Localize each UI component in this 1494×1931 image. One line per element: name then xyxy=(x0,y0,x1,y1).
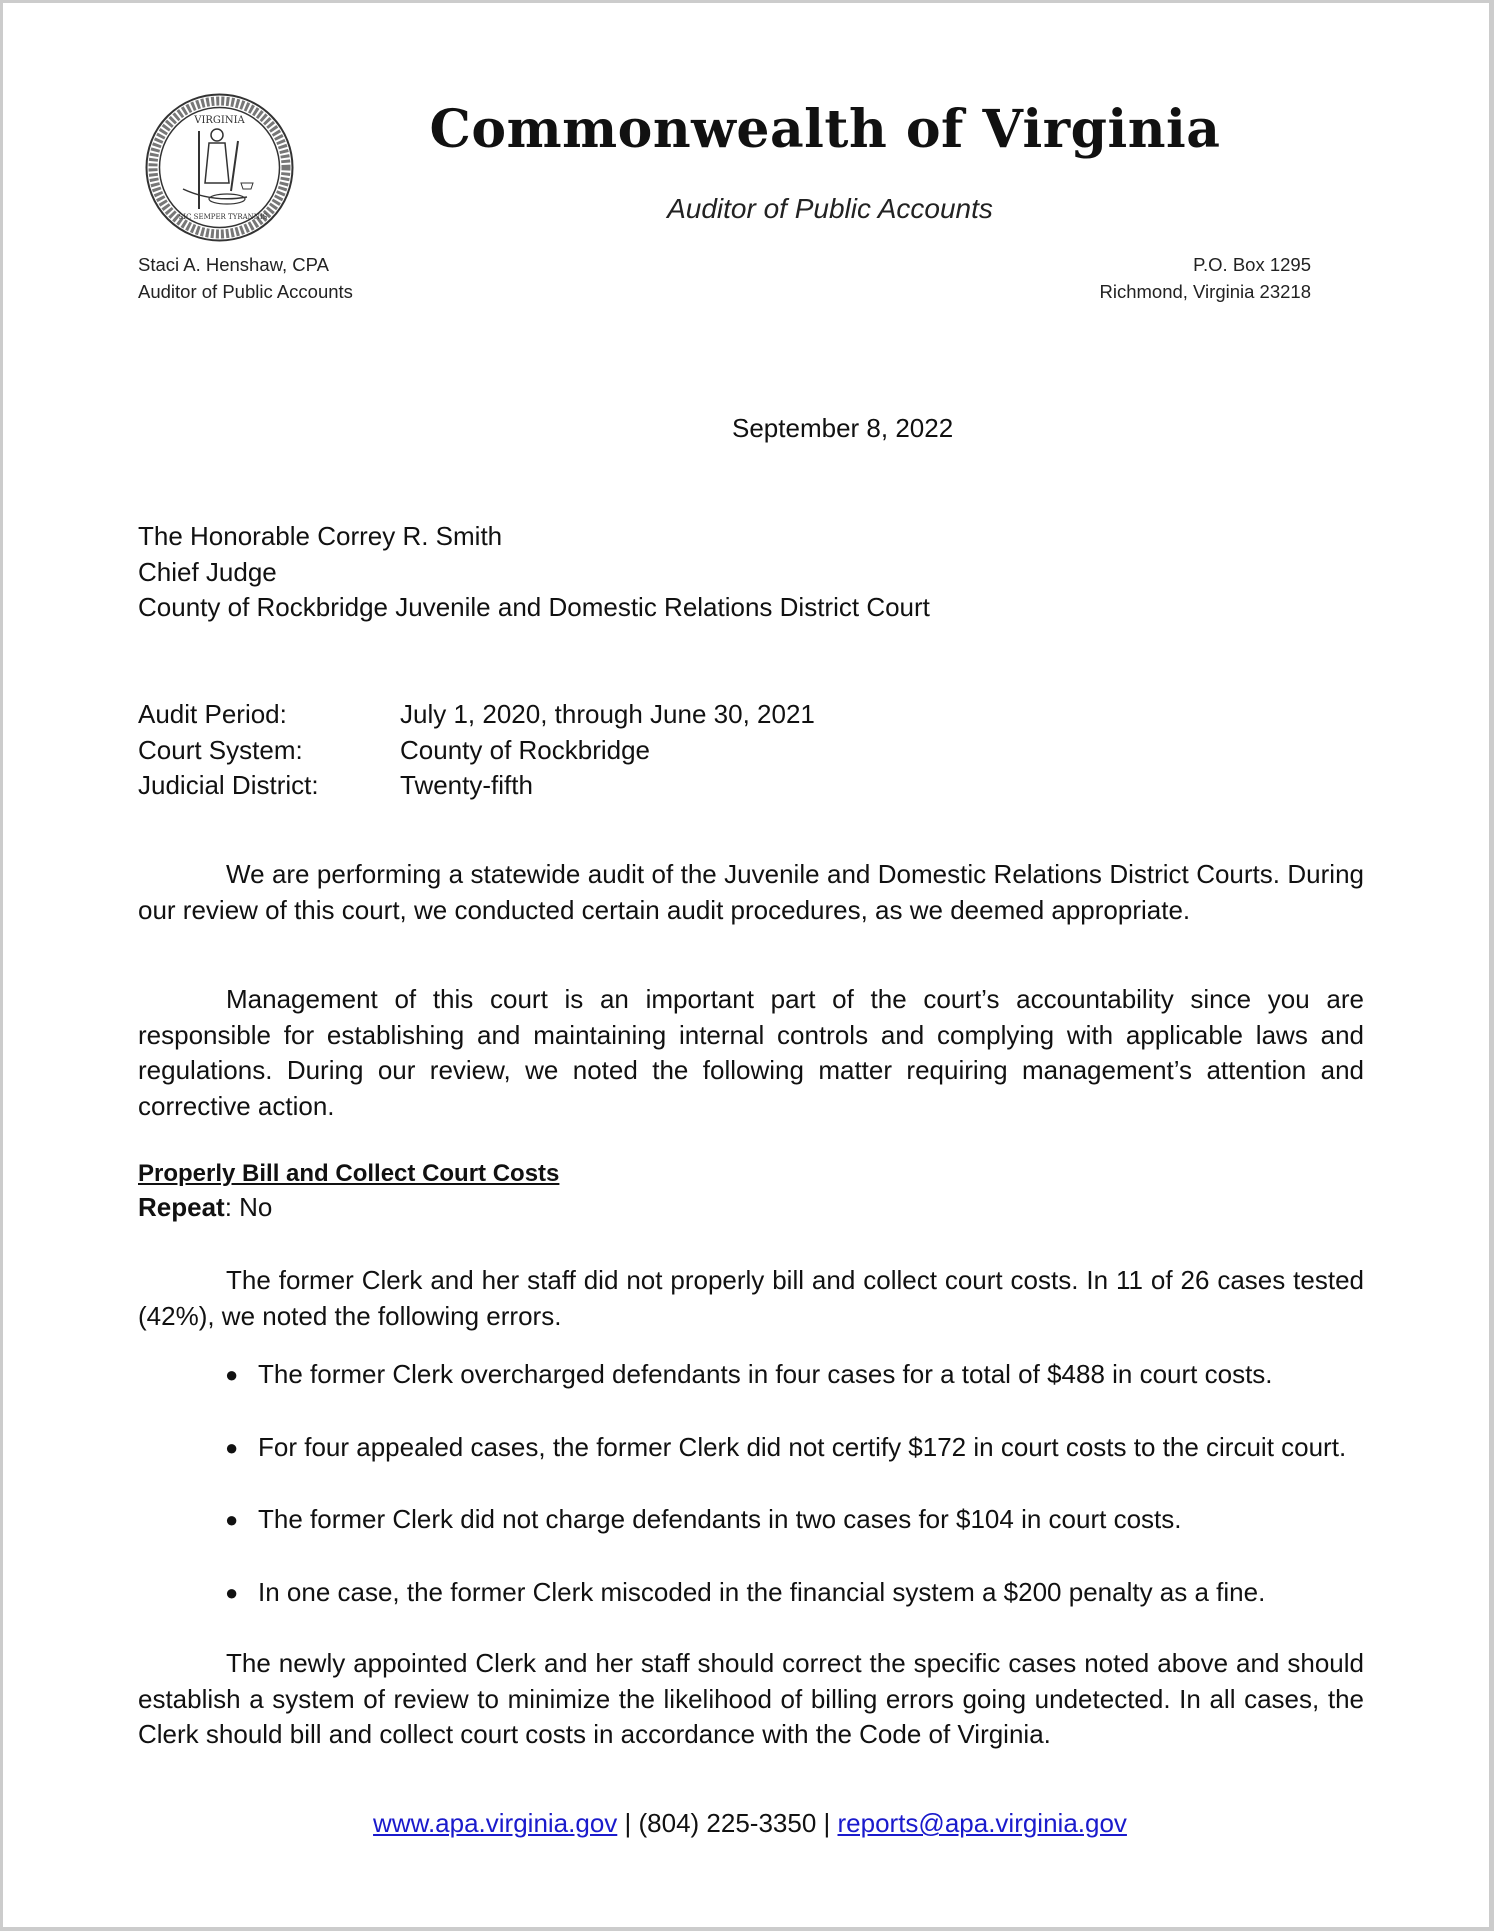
bullet-icon: ● xyxy=(225,1579,239,1605)
repeat-status xyxy=(138,1192,272,1223)
list-item xyxy=(225,1575,1346,1648)
error-list xyxy=(225,1357,1346,1647)
phone-number: (804) 225-3350 xyxy=(638,1808,817,1838)
address-line-1: P.O. Box 1295 xyxy=(1193,254,1311,275)
finding-summary: The former Clerk and her staff did not properly bill and collect court costs. In 11 of 26 cases tested (42%), we noted the following errors. xyxy=(138,1265,1364,1331)
sender-block xyxy=(138,251,353,305)
svg-text:VIRGINIA: VIRGINIA xyxy=(194,115,245,126)
sender-name: Staci A. Henshaw, CPA xyxy=(138,254,329,275)
list-item-text: For four appealed cases, the former Clerk did not certify $172 in court costs to the circuit court. xyxy=(258,1431,1347,1462)
finding-heading: Properly Bill and Collect Court Costs xyxy=(138,1160,560,1187)
bullet-icon: ● xyxy=(225,1507,239,1533)
footer-contact xyxy=(3,1808,1494,1839)
audit-info-row xyxy=(138,768,815,804)
sender-position: Auditor of Public Accounts xyxy=(138,281,353,302)
letter-page xyxy=(3,3,1489,1927)
audit-info-value: Twenty-fifth xyxy=(400,770,533,801)
audit-info-row xyxy=(138,697,815,733)
list-item xyxy=(225,1502,1346,1575)
repeat-value: : No xyxy=(224,1192,273,1222)
footer-separator: | xyxy=(617,1808,639,1838)
letterhead-title: Commonwealth of Virginia xyxy=(429,99,1221,160)
audit-info-value: County of Rockbridge xyxy=(400,734,651,765)
mailing-address xyxy=(1099,251,1311,305)
letterhead-subtitle: Auditor of Public Accounts xyxy=(667,193,993,224)
list-item-text: In one case, the former Clerk miscoded in the financial system a $200 penalty as a fine. xyxy=(258,1576,1266,1607)
list-item-text: The former Clerk overcharged defendants in four cases for a total of $488 in court costs. xyxy=(258,1359,1273,1389)
audit-info-label: Judicial District: xyxy=(138,770,319,801)
website-link[interactable]: www.apa.virginia.gov xyxy=(373,1808,618,1838)
audit-info-value: July 1, 2020, through June 30, 2021 xyxy=(400,699,815,729)
management-paragraph: Management of this court is an important part of the court’s accountability since you are responsible for establishing and maintaining internal controls and complying with applicable laws and regulations. During our review, we noted the following matter requiring management’s attention and corrective action. xyxy=(138,984,1364,1121)
footer-separator: | xyxy=(816,1808,838,1838)
bullet-icon: ● xyxy=(225,1362,239,1387)
list-item xyxy=(225,1430,1346,1503)
recipient-title: Chief Judge xyxy=(138,556,277,587)
recipient-court: County of Rockbridge Juvenile and Domestic Relations District Court xyxy=(138,592,930,623)
bullet-icon: ● xyxy=(225,1434,239,1460)
recipient-block xyxy=(138,519,930,626)
audit-info-row xyxy=(138,733,815,769)
email-link[interactable]: reports@apa.virginia.gov xyxy=(837,1808,1127,1838)
recipient-name: The Honorable Correy R. Smith xyxy=(138,521,503,551)
audit-info-label: Court System: xyxy=(138,734,303,765)
list-item-text: The former Clerk did not charge defendants in two cases for $104 in court costs. xyxy=(258,1504,1182,1535)
intro-paragraph: We are performing a statewide audit of the Juvenile and Domestic Relations District Courts. During our review of this court, we conducted certain audit procedures, as we deemed appropriate. xyxy=(138,859,1364,925)
audit-info-label: Audit Period: xyxy=(138,699,287,729)
address-line-2: Richmond, Virginia 23218 xyxy=(1099,281,1311,302)
letter-date: September 8, 2022 xyxy=(732,413,954,443)
svg-text:SIC SEMPER TYRANNIS: SIC SEMPER TYRANNIS xyxy=(178,213,268,221)
recommendation-paragraph: The newly appointed Clerk and her staff should correct the specific cases noted above and should establish a system of review to minimize the likelihood of billing errors going undetected. In all cases, the Clerk should bill and collect court costs in accordance with the Code of Virginia. xyxy=(138,1648,1364,1750)
audit-info-table xyxy=(138,697,815,804)
list-item xyxy=(225,1357,1346,1430)
repeat-label: Repeat xyxy=(138,1192,225,1222)
